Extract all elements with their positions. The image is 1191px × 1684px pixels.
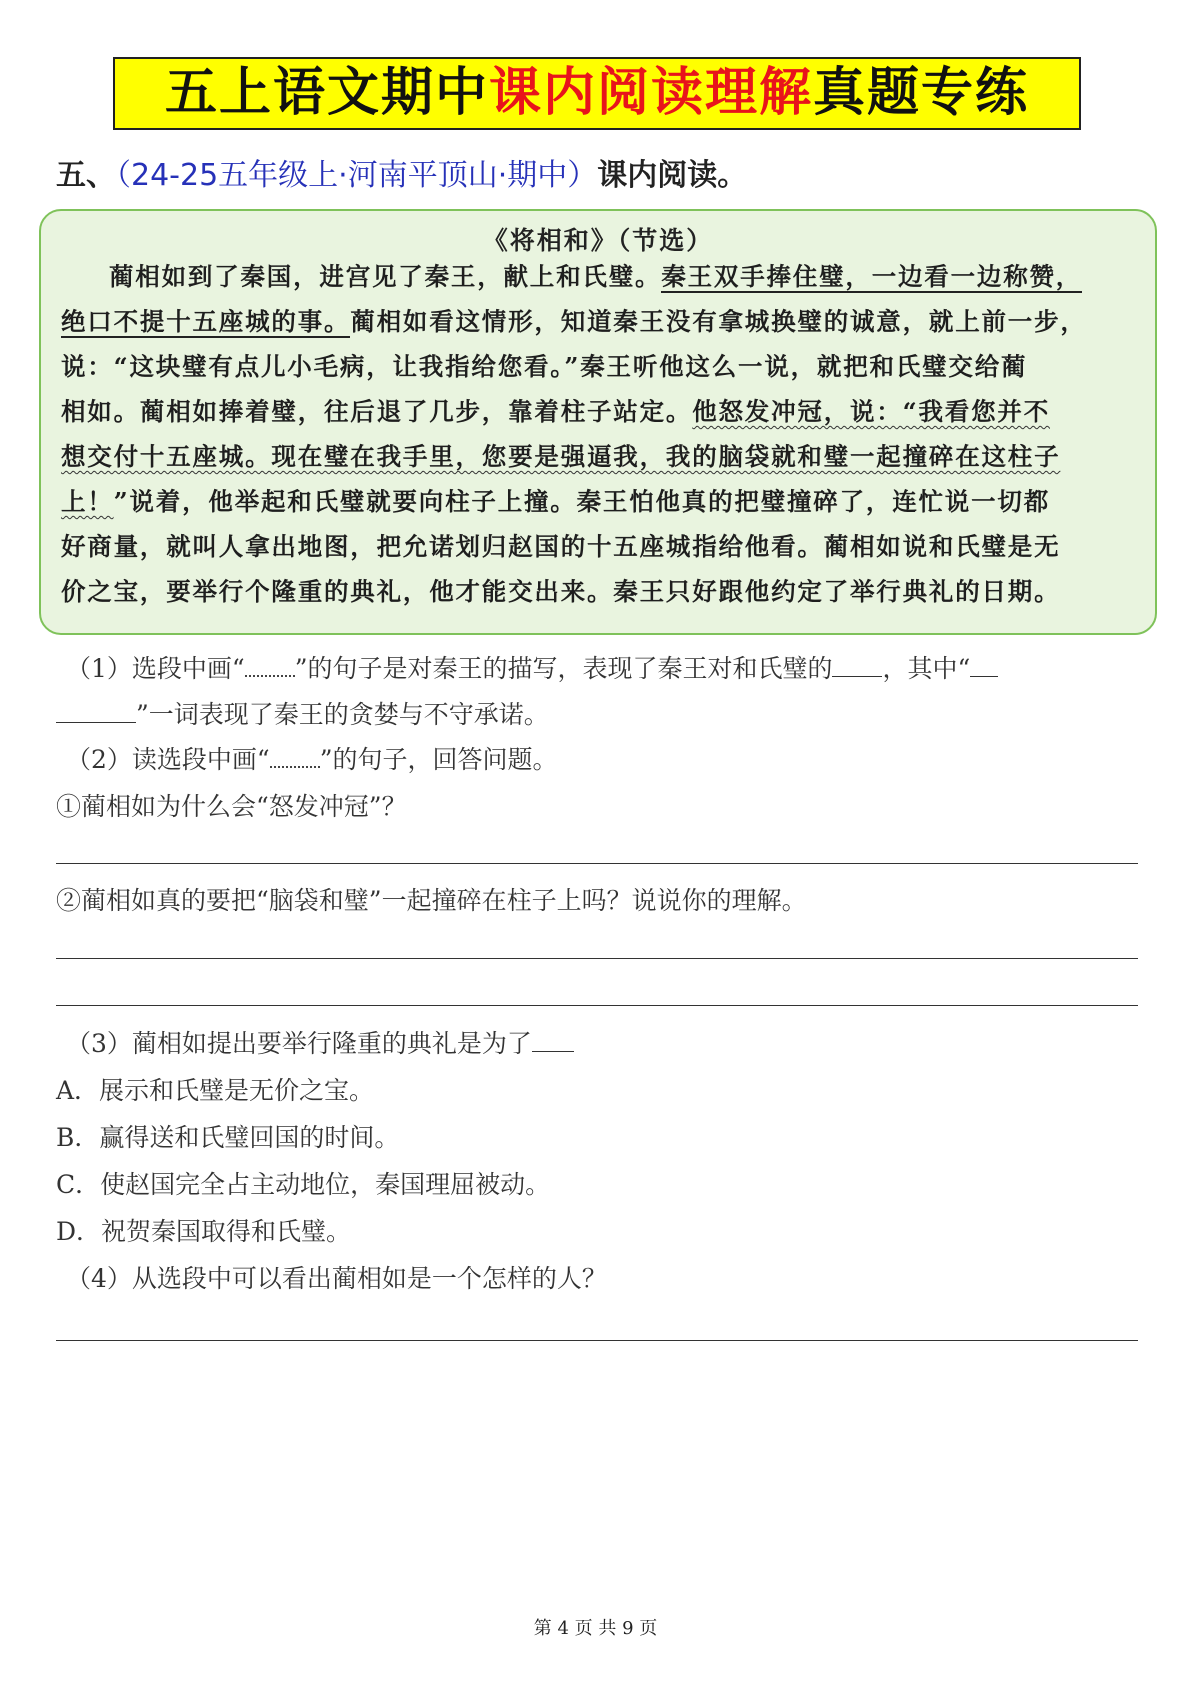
answer-blank[interactable] [56, 700, 136, 723]
question-text: ”的句子，回答问题。 [319, 745, 558, 774]
option-c[interactable]: C．使赵国完全占主动地位，秦国理屈被动。 [56, 1170, 551, 1199]
passage-line: 价之宝，要举行个隆重的典礼，他才能交出来。秦王只好跟他约定了举行典礼的日期。 [61, 577, 1061, 606]
answer-line[interactable] [56, 958, 1138, 959]
section-number: 五、 [56, 158, 116, 193]
question-text: （2）读选段中画“ [66, 745, 270, 774]
passage-text: 相如。蔺相如捧着璧，往后退了几步，靠着柱子站定。 [61, 397, 693, 426]
passage-text: 蔺相如看这情形，知道秦王没有拿城换璧的诚意，就上前一步， [350, 307, 1087, 336]
section-heading [56, 150, 747, 194]
question-1 [66, 652, 998, 686]
wavy-underlined-sentence: 上！ [61, 487, 114, 516]
question-3 [66, 1027, 574, 1061]
question-2-2: ②蔺相如真的要把“脑袋和璧”一起撞碎在柱子上吗？说说你的理解。 [56, 886, 807, 915]
section-label: 课内阅读。 [597, 158, 748, 193]
title-part-3: 真题专练 [813, 63, 1030, 123]
question-text: （3）蔺相如提出要举行隆重的典礼是为了 [66, 1029, 532, 1058]
question-1-cont [56, 698, 549, 732]
question-text: ”的句子是对秦王的描写，表现了秦王对和氏璧的 [294, 654, 833, 683]
passage-line [61, 306, 1141, 338]
passage-line: 说：“这块璧有点儿小毛病，让我指给您看。”秦王听他这么一说，就把和氏璧交给蔺 [61, 352, 1028, 381]
passage-line: 好商量，就叫人拿出地图，把允诺划归赵国的十五座城指给他看。蔺相如说和氏璧是无 [61, 532, 1061, 561]
question-4: （4）从选段中可以看出蔺相如是一个怎样的人？ [66, 1264, 607, 1293]
passage-text: 蔺相如到了秦国，进宫见了秦王，献上和氏璧。 [109, 262, 662, 291]
question-text: ，其中“ [882, 654, 971, 683]
answer-blank[interactable] [970, 654, 998, 677]
underline-sample [245, 653, 295, 677]
title-part-1: 五上语文期中 [164, 63, 489, 123]
option-a[interactable]: A．展示和氏璧是无价之宝。 [56, 1076, 375, 1105]
page-footer: 第 4 页 共 9 页 [533, 1618, 658, 1639]
option-b[interactable]: B．赢得送和氏璧回国的时间。 [56, 1123, 400, 1152]
answer-line[interactable] [56, 863, 1138, 864]
answer-blank[interactable] [532, 1029, 574, 1052]
answer-line[interactable] [56, 1340, 1138, 1341]
passage-line [61, 486, 1141, 518]
question-2-1: ①蔺相如为什么会“怒发冲冠”？ [56, 792, 407, 821]
wavy-underline-sample [270, 744, 320, 768]
page-banner-title [113, 57, 1081, 130]
question-text: （1）选段中画“ [66, 654, 245, 683]
underlined-sentence: 秦王双手捧住璧，一边看一边称赞， [661, 262, 1083, 291]
wavy-underlined-sentence: 想交付十五座城。现在璧在我手里，您要是强逼我，我的脑袋就和璧一起撞碎在这柱子 [61, 442, 1061, 471]
question-2 [66, 743, 557, 777]
option-d[interactable]: D．祝贺秦国取得和氏璧。 [56, 1217, 352, 1246]
underlined-sentence: 绝口不提十五座城的事。 [61, 307, 351, 336]
passage-line [109, 261, 1139, 293]
wavy-underlined-sentence: 他怒发冲冠，说：“我看您并不 [692, 397, 1050, 426]
section-source: （24-25五年级上·河南平顶山·期中） [116, 158, 598, 193]
passage-text: ”说着，他举起和氏璧就要向柱子上撞。秦王怕他真的把璧撞碎了，连忙说一切都 [113, 487, 1050, 516]
answer-blank[interactable] [832, 654, 882, 677]
question-text: ”一词表现了秦王的贪婪与不守承诺。 [136, 700, 549, 729]
passage-line [61, 396, 1141, 428]
answer-line[interactable] [56, 1005, 1138, 1006]
reading-passage-box [39, 209, 1157, 635]
title-part-2: 课内阅读理解 [488, 63, 813, 123]
passage-title: 《将相和》（节选） [482, 226, 714, 255]
